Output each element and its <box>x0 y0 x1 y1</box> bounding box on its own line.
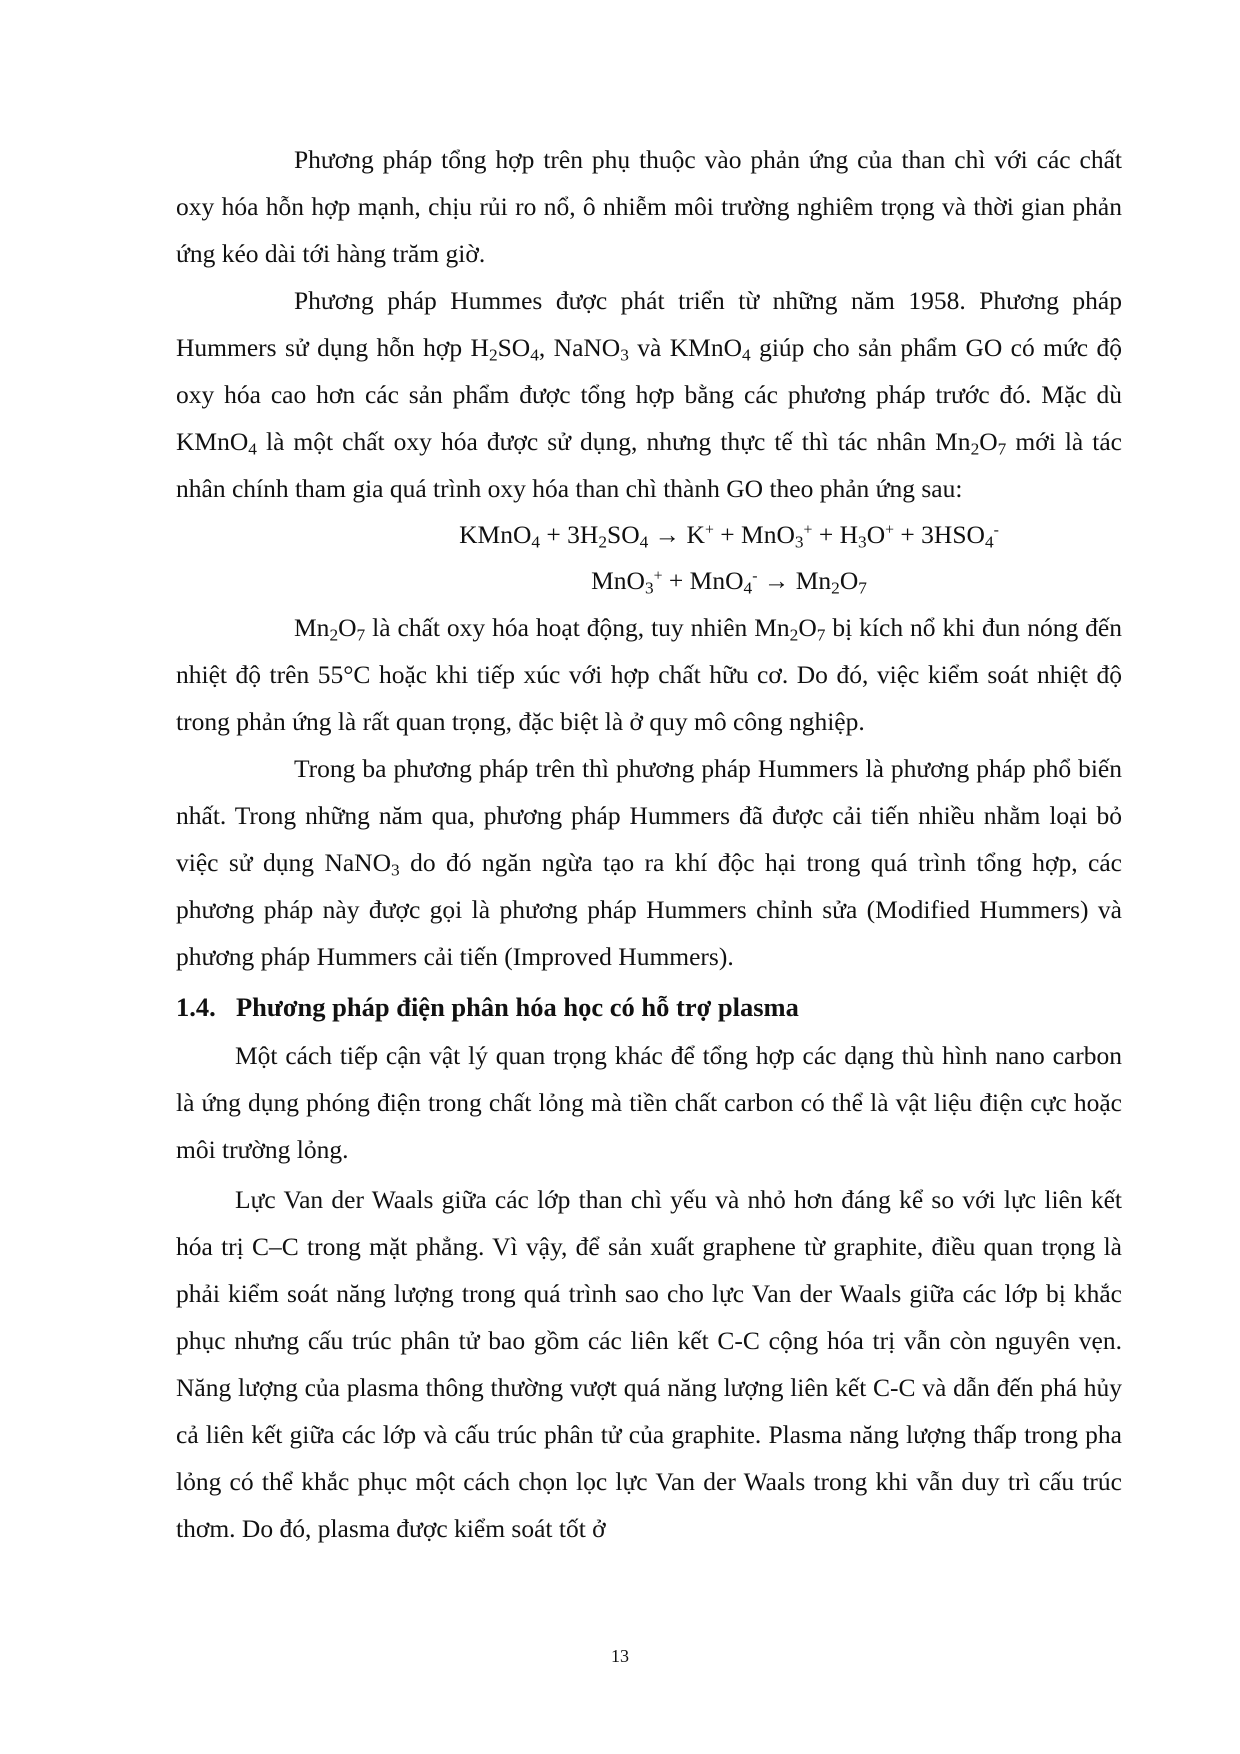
paragraph-2: Phương pháp Hummes được phát triển từ những năm 1958. Phương pháp Hummers sử dụng hỗn hợp $H_2SO_4$, NaNO$_3$ và KMnO$_4$ giúp cho sản phẩm GO có mức độ oxy hóa cao hơn các sản phẩm được tổng hợp bằng các phương pháp trước đó. Mặc dù KMnO$_4$ là một chất oxy hóa được sử dụng, nhưng thực tế thì tác nhân $Mn_2O_7$ mới là tác nhân chính tham gia quá trình oxy hóa than chì thành GO theo phản ứng sau: <box>176 286 1122 503</box>
page-content <box>176 136 1122 1552</box>
paragraph-4: Trong ba phương pháp trên thì phương pháp Hummers là phương pháp phổ biến nhất. Trong những năm qua, phương pháp Hummers đã được cải tiến nhiều nhằm loại bỏ việc sử dụng NaNO$_3$ do đó ngăn ngừa tạo ra khí độc hại trong quá trình tổng hợp, các phương pháp này được gọi là phương pháp Hummers chỉnh sửa (Modified Hummers) và phương pháp Hummers cải tiến (Improved Hummers). <box>176 754 1122 971</box>
paragraph-1: Phương pháp tổng hợp trên phụ thuộc vào phản ứng của than chì với các chất oxy hóa hỗn hợp mạnh, chịu rủi ro nổ, ô nhiễm môi trường nghiêm trọng và thời gian phản ứng kéo dài tới hàng trăm giờ. <box>176 145 1122 268</box>
page-number: 13 <box>611 1646 629 1666</box>
equation-1: KMnO$_4$ + $3H_2SO_4 \to K^+ + MnO_3^+ + H_3O^+ + 3HSO_4^-$ <box>459 520 999 552</box>
paragraph-3: $Mn_2O_7$ là chất oxy hóa hoạt động, tuy nhiên $Mn_2O_7$ bị kích nổ khi đun nóng đến nhiệt độ trên 55°C hoặc khi tiếp xúc với hợp chất hữu cơ. Do đó, việc kiểm soát nhiệt độ trong phản ứng là rất quan trọng, đặc biệt là ở quy mô công nghiệp. <box>176 613 1122 736</box>
section-number: 1.4. <box>176 992 216 1022</box>
section-title: Phương pháp điện phân hóa học có hỗ trợ plasma <box>236 992 799 1022</box>
section-heading <box>176 982 1122 1032</box>
equation-2: $MnO_3^+ + MnO_4^- \to Mn_2O_7$ <box>591 566 867 598</box>
paragraph-6: Lực Van der Waals giữa các lớp than chì yếu và nhỏ hơn đáng kể so với lực liên kết hóa trị C–C trong mặt phẳng. Vì vậy, để sản xuất graphene từ graphite, điều quan trọng là phải kiểm soát năng lượng trong quá trình sao cho lực Van der Waals giữa các lớp bị khắc phục nhưng cấu trúc phân tử bao gồm các liên kết C-C cộng hóa trị vẫn còn nguyên vẹn. Năng lượng của plasma thông thường vượt quá năng lượng liên kết C-C và dẫn đến phá hủy cả liên kết giữa các lớp và cấu trúc phân tử của graphite. Plasma năng lượng thấp trong pha lỏng có thể khắc phục một cách chọn lọc lực Van der Waals trong khi vẫn duy trì cấu trúc thơm. Do đó, plasma được kiểm soát tốt ở <box>176 1185 1122 1543</box>
paragraph-5: Một cách tiếp cận vật lý quan trọng khác để tổng hợp các dạng thù hình nano carbon là ứng dụng phóng điện trong chất lỏng mà tiền chất carbon có thể là vật liệu điện cực hoặc môi trường lỏng. <box>176 1041 1122 1164</box>
